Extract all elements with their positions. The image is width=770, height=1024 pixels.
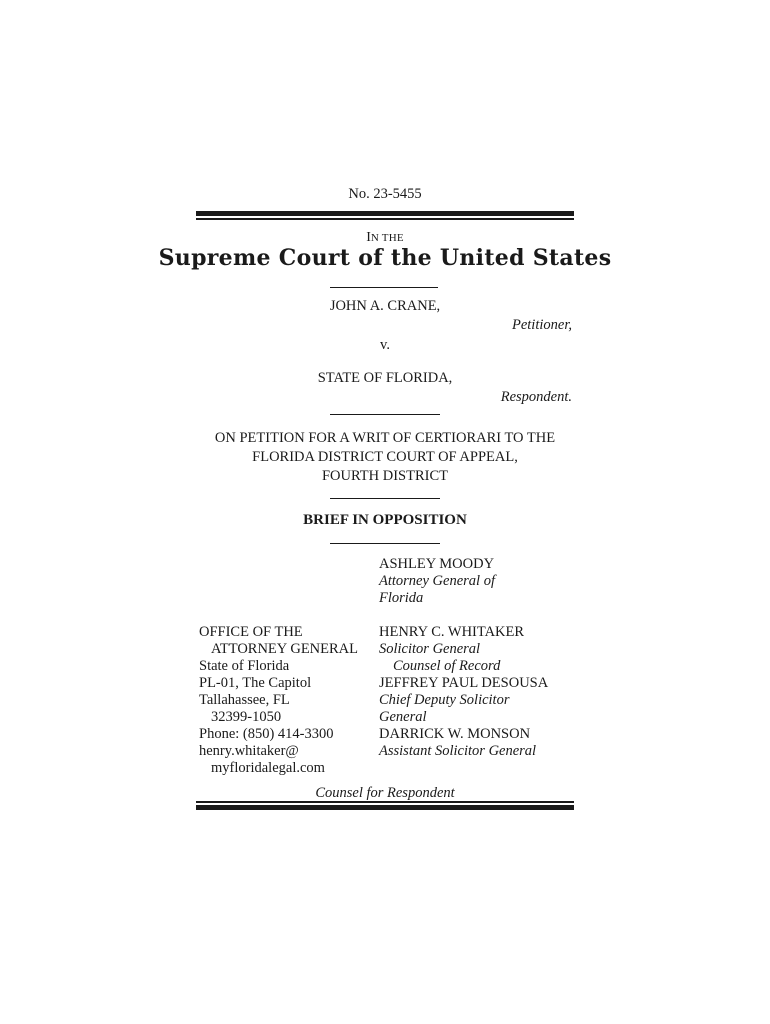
in-the-heading [0,228,770,246]
counsel-2-name: JEFFREY PAUL DESOUSA [379,675,549,691]
counsel-1-title-1: Solicitor General [379,641,481,657]
office-line-6: 32399-1050 [211,709,282,725]
counsel-2-title-1: Chief Deputy Solicitor [379,692,510,708]
counsel-2-title-2: General [379,709,427,725]
court-name: Supreme Court of the United States [158,245,612,271]
office-phone: Phone: (850) 414-3300 [199,726,334,742]
petition-line-1: ON PETITION FOR A WRIT OF CERTIORARI TO THE [214,430,556,446]
petition-line-3: FOURTH DISTRICT [321,468,448,484]
separator-1 [330,287,438,288]
separator-2 [330,414,440,415]
counsel-for-respondent: Counsel for Respondent [315,785,455,801]
counsel-1-name: HENRY C. WHITAKER [379,624,525,640]
top-rule-thick [196,211,574,216]
top-rule-thin [196,218,574,220]
separator-4 [330,543,440,544]
petitioner-role: Petitioner, [511,317,572,333]
versus: v. [380,337,390,353]
respondent-name: STATE OF FLORIDA, [317,370,453,386]
office-block [199,624,358,777]
brief-title: BRIEF IN OPPOSITION [303,512,467,528]
office-line-2: ATTORNEY GENERAL [211,641,359,657]
attorney-general-name: ASHLEY MOODY [379,556,495,572]
bottom-rule-thin [196,801,574,803]
separator-3 [330,498,440,499]
counsel-block [379,624,548,760]
office-line-3: State of Florida [199,658,290,674]
office-line-5: Tallahassee, FL [199,692,290,708]
office-line-1: OFFICE OF THE [199,624,303,640]
bottom-rule-thick [196,805,574,810]
office-line-4: PL-01, The Capitol [199,675,312,691]
office-email-2: myfloridalegal.com [211,760,325,776]
docket-number: No. 23-5455 [348,186,422,202]
office-email-1: henry.whitaker@ [199,743,299,759]
respondent-role: Respondent. [500,389,572,405]
counsel-3-title-1: Assistant Solicitor General [379,743,537,759]
in-the-cap: I [366,230,371,245]
petitioner-name: JOHN A. CRANE, [329,298,441,314]
attorney-general-block [379,556,495,607]
attorney-general-title-1: Attorney General of [379,573,495,589]
attorney-general-title-2: Florida [379,590,424,606]
counsel-3-name: DARRICK W. MONSON [379,726,531,742]
petition-line-2: FLORIDA DISTRICT COURT OF APPEAL, [252,449,518,465]
counsel-1-title-2: Counsel of Record [393,658,501,674]
in-the-rest: N THE [370,232,404,244]
